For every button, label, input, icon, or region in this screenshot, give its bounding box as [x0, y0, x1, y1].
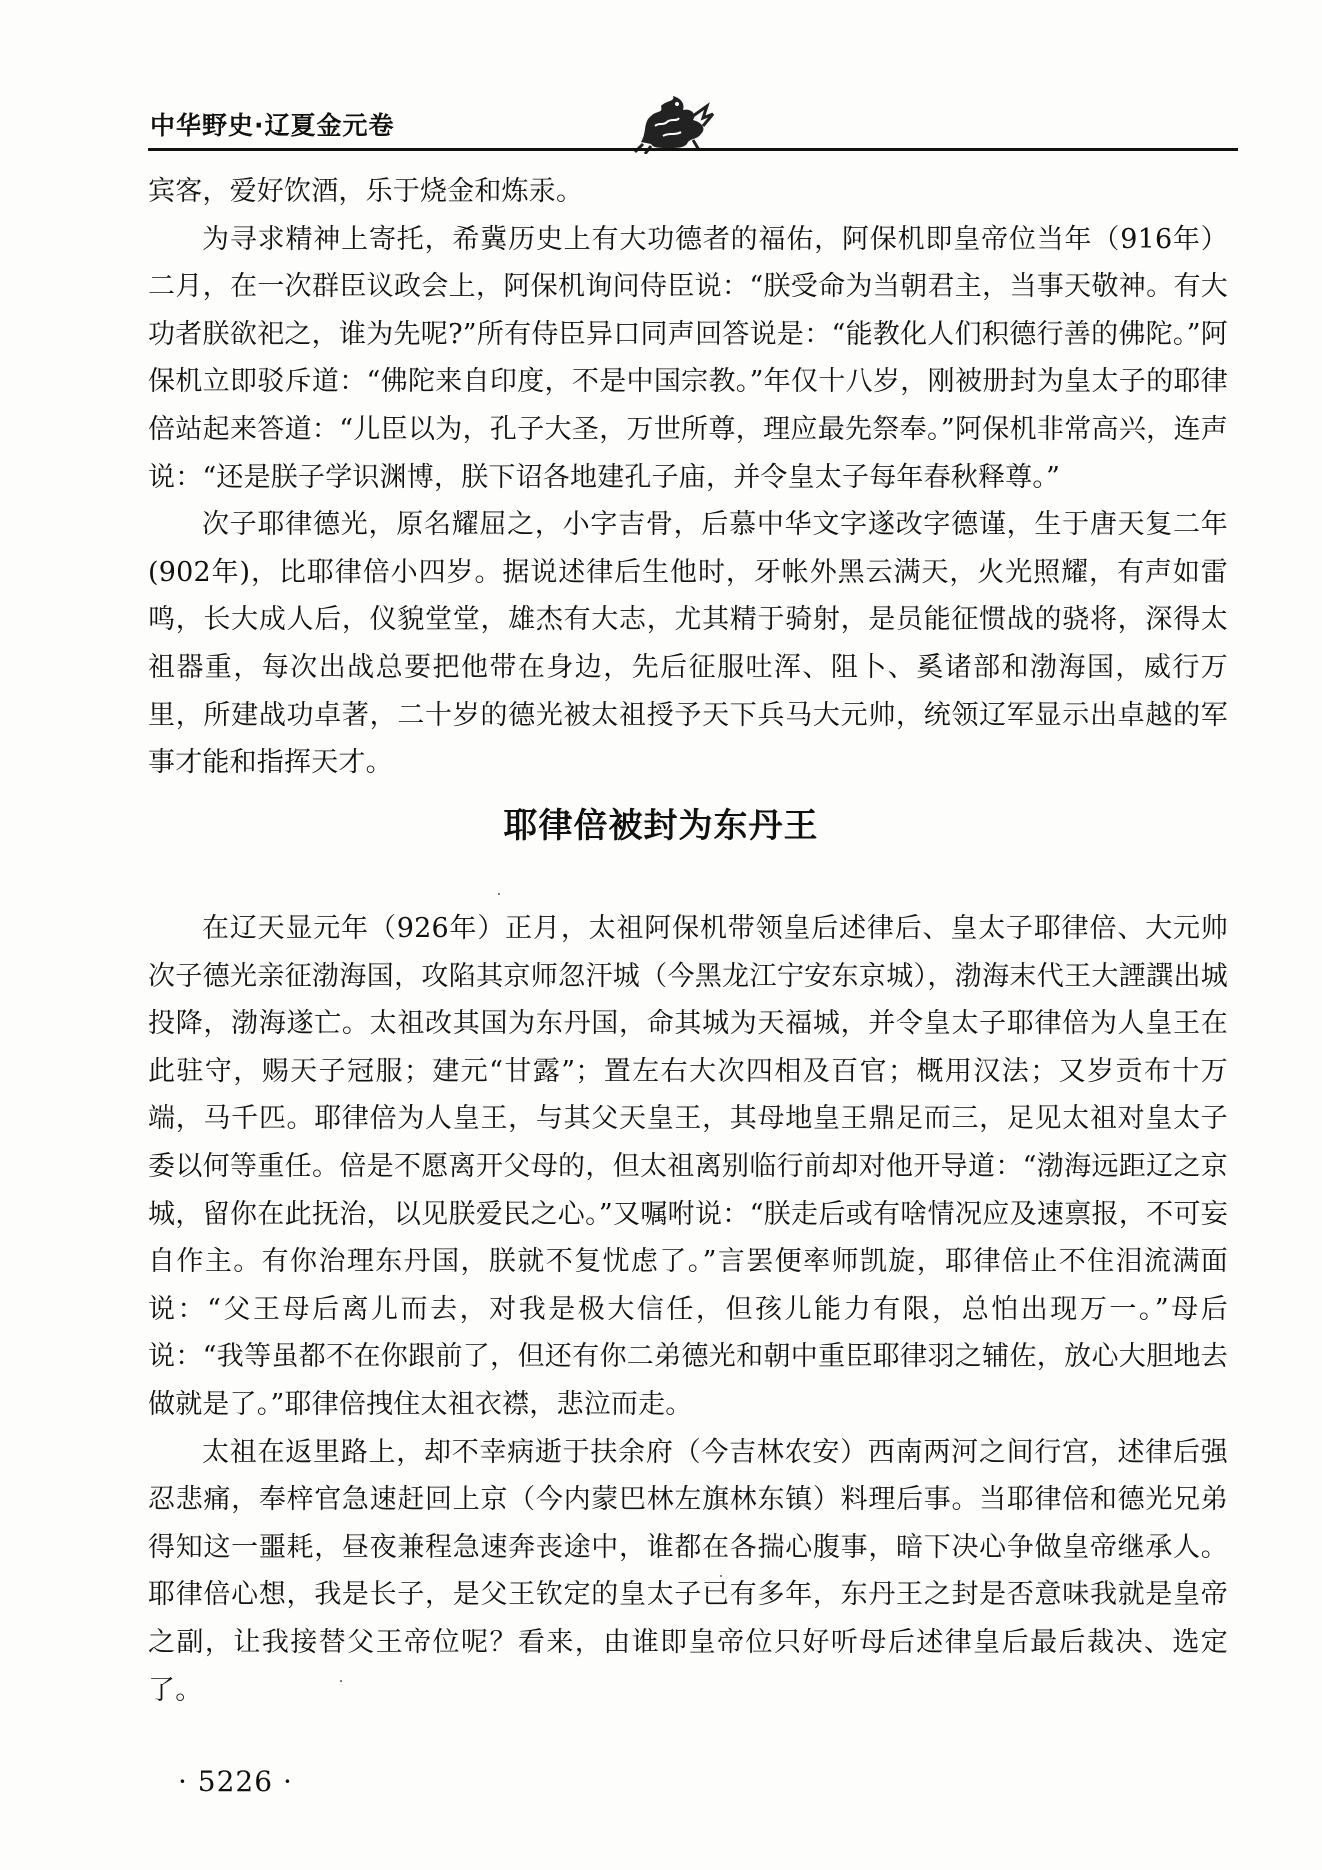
paragraph: 为寻求精神上寄托，希冀历史上有大功德者的福佑，阿保机即皇帝位当年（916年）二月，在一次群臣议政会上，阿保机询问侍臣说：“朕受命为当朝君主，当事天敬神。有大功者朕欲祀之，谁为先呢?”所有侍臣异口同声回答说是：“能教化人们积德行善的佛陀。”阿保机立即驳斥道：“佛陀来自印度，不是中国宗教。”年仅十八岁，刚被册封为皇太子的耶律倍站起来答道：“儿臣以为，孔子大圣，万世所尊，理应最先祭奉。”阿保机非常高兴，连声说：“还是朕子学识渊博，朕下诏各地建孔子庙，并令皇太子每年春秋释尊。” — [148, 223, 1228, 493]
paragraph: 在辽天显元年（926年）正月，太祖阿保机带领皇后述律后、皇太子耶律倍、大元帅次子德光亲征渤海国，攻陷其京师忽汗城（今黑龙江宁安东京城），渤海末代王大諲譔出城投降，渤海遂亡。太祖改其国为东丹国，命其城为天福城，并令皇太子耶律倍为人皇王在此驻守，赐天子冠服；建元“甘露”；置左右大次四相及百官；概用汉法；又岁贡布十万端，马千匹。耶律倍为人皇王，与其父天皇王，其母地皇王鼎足而三，足见太祖对皇太子委以何等重任。倍是不愿离开父母的，但太祖离别临行前却对他开导道：“渤海远距辽之京城，留你在此抚治，以见朕爱民之心。”又嘱咐说：“朕走后或有啥情况应及速禀报，不可妄自作主。有你治理东丹国，朕就不复忧虑了。”言罢便率师凯旋，耶律倍止不住泪流满面说：“父王母后离儿而去，对我是极大信任，但孩儿能力有限，总怕出现万一。”母后说：“我等虽都不在你跟前了，但还有你二弟德光和朝中重臣耶律羽之辅佐，放心大胆地去做就是了。”耶律倍拽住太祖衣襟，悲泣而走。 — [148, 913, 1228, 1420]
scan-speck — [720, 1575, 722, 1577]
scan-speck — [498, 893, 500, 895]
page-number: · 5226 · — [178, 1765, 293, 1798]
paragraph: 次子耶律德光，原名耀屈之，小字吉骨，后慕中华文字遂改字德谨，生于唐天复二年(902年)，比耶律倍小四岁。据说述律后生他时，牙帐外黑云满天，火光照耀，有声如雷鸣，长大成人后，仪貌堂堂，雄杰有大志，尤其精于骑射，是员能征惯战的骁将，深得太祖器重，每次出战总要把他带在身边，先后征服吐浑、阻卜、奚诸部和渤海国，威行万里，所建战功卓著，二十岁的德光被太祖授予天下兵马大元帅，统领辽军显示出卓越的军事才能和指挥天才。 — [148, 509, 1228, 779]
header-rule — [148, 148, 1238, 151]
body-text-top — [148, 168, 1228, 787]
dragon-emblem-icon — [633, 92, 715, 154]
running-header — [148, 100, 1238, 160]
scan-speck — [340, 1680, 342, 1682]
running-header-title: 中华野史·辽夏金元卷 — [150, 111, 395, 140]
body-text-bottom — [148, 905, 1228, 1714]
paragraph: 太祖在返里路上，却不幸病逝于扶余府（今吉林农安）西南两河之间行宫，述律后强忍悲痛，奉梓官急速赶回上京（今内蒙巴林左旗林东镇）料理后事。当耶律倍和德光兄弟得知这一噩耗，昼夜兼程急速奔丧途中，谁都在各揣心腹事，暗下决心争做皇帝继承人。耶律倍心想，我是长子，是父王钦定的皇太子已有多年，东丹王之封是否意味我就是皇帝之副，让我接替父王帝位呢？看来，由谁即皇帝位只好听母后述律皇后最后裁决、选定了。 — [148, 1436, 1228, 1706]
section-heading: 耶律倍被封为东丹王 — [503, 806, 819, 846]
paragraph-continued: 宾客，爱好饮酒，乐于烧金和炼汞。 — [148, 176, 584, 207]
